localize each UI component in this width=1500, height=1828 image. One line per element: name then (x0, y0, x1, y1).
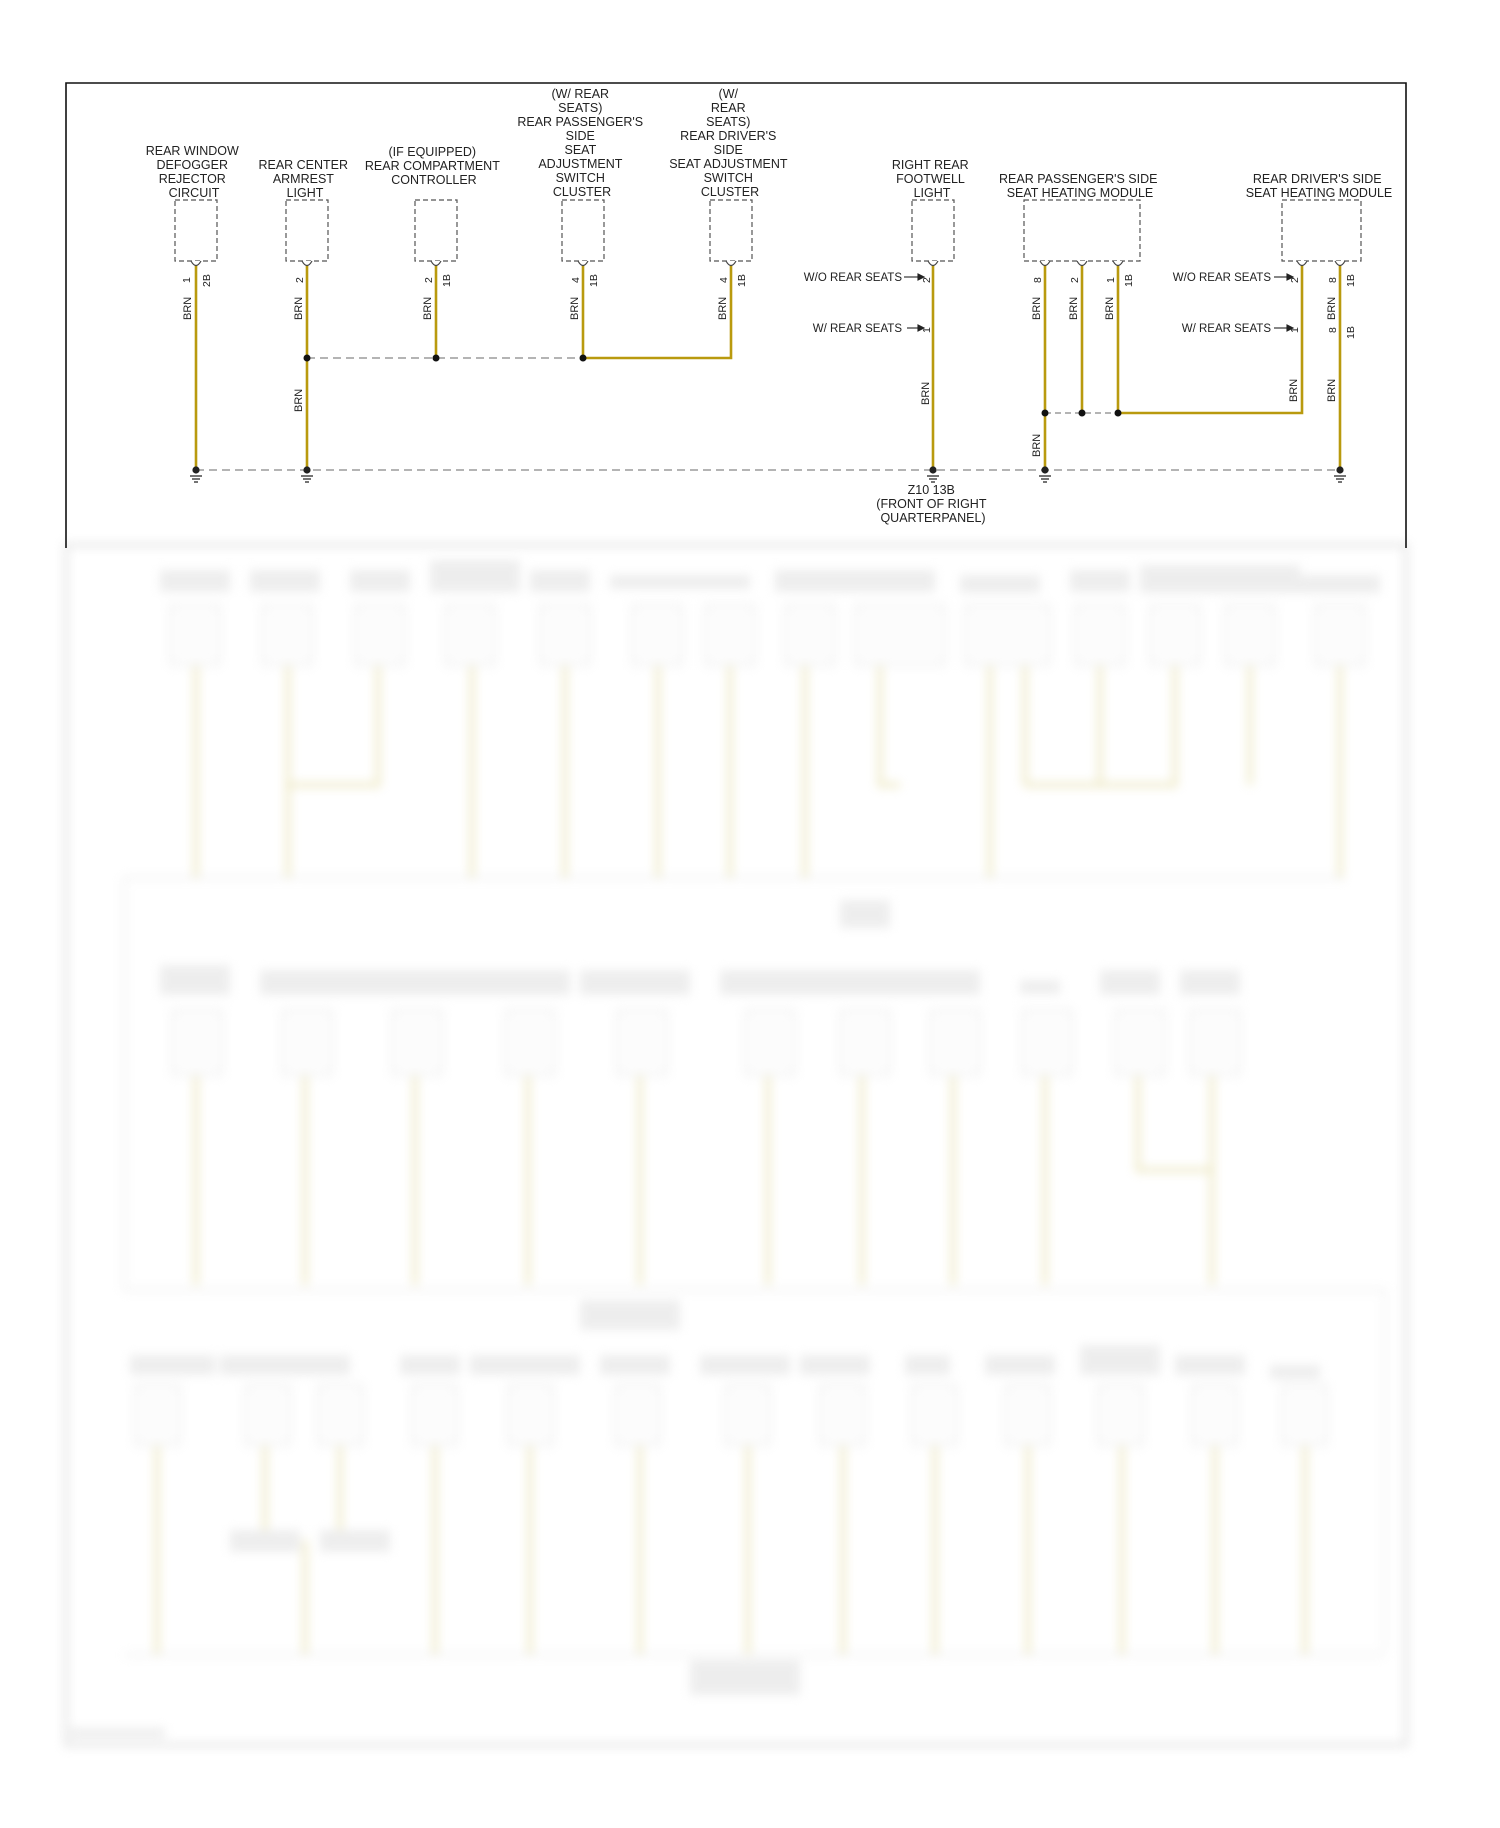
splice-dot (304, 355, 311, 362)
wire-color-label: BRN (1031, 433, 1043, 457)
splice-dot (1079, 410, 1086, 417)
defogger-connector (175, 200, 217, 261)
pin-number: 8 (1032, 277, 1044, 283)
pin-number: 4 (718, 277, 730, 283)
pin-number: 1B (441, 274, 453, 287)
pin-number: 2 (423, 277, 435, 283)
pin-number: 2 (294, 277, 306, 283)
label-armrest-light: REAR CENTER ARMREST LIGHT (258, 158, 349, 200)
label-drv-heating-module: REAR DRIVER'S SIDE SEAT HEATING MODULE (1245, 172, 1393, 200)
armrest-light-connector (286, 200, 328, 261)
wire-color-label: BRN (422, 296, 434, 320)
wire-color-label: BRN (182, 296, 194, 320)
wire-color-label: BRN (1326, 378, 1338, 402)
pin-number: 1B (1345, 274, 1357, 287)
wire-color-label: BRN (1068, 296, 1080, 320)
wire-color-label: BRN (1031, 296, 1043, 320)
pin-number: 2 (1289, 277, 1301, 283)
pin-number: 4 (570, 277, 582, 283)
faded-lower-diagram (66, 545, 1406, 1745)
ground-symbol (301, 467, 313, 482)
wire-color-label: BRN (1288, 378, 1300, 402)
note-wo-rear-seats: W/O REAR SEATS (1172, 272, 1271, 284)
pin-number: 2 (921, 277, 933, 283)
splice-dot (580, 355, 587, 362)
footwell-light-connector (912, 200, 954, 261)
pin-number: 1 (1289, 327, 1301, 333)
label-footwell-light: RIGHT REAR FOOTWELL LIGHT (891, 158, 969, 200)
label-defogger: REAR WINDOW DEFOGGER REJECTOR CIRCUIT (145, 144, 239, 200)
pin-number: 2B (201, 274, 213, 287)
ground-symbol (1334, 467, 1346, 482)
wire-color-label: BRN (293, 296, 305, 320)
label-pass-heating-module: REAR PASSENGER'S SIDE SEAT HEATING MODULE (999, 172, 1158, 200)
ground-symbol (1039, 467, 1051, 482)
drv-seat-switch-connector (710, 200, 752, 261)
label-drv-seat-switch: (W/ REAR SEATS) REAR DRIVER'S SIDE SEAT ADJUSTMENT SWITCH CLUSTER (669, 87, 788, 199)
label-pass-seat-switch: (W/ REAR SEATS) REAR PASSENGER'S SIDE SEAT ADJUSTMENT SWITCH CLUSTER (517, 87, 644, 199)
note-wo-rear-seats: W/O REAR SEATS (803, 272, 902, 284)
pin-number: 1B (1345, 326, 1357, 339)
splice-dot (433, 355, 440, 362)
controller-connector (415, 200, 457, 261)
pin-number: 8 (1327, 277, 1339, 283)
note-w-rear-seats: W/ REAR SEATS (1181, 323, 1271, 335)
label-controller: (IF EQUIPPED) REAR COMPARTMENT CONTROLLER (364, 145, 500, 187)
note-w-rear-seats: W/ REAR SEATS (812, 323, 902, 335)
wire-pass-heat-1 (1118, 265, 1302, 413)
wire-drv-seat-switch (583, 265, 731, 358)
ground-symbol (927, 467, 939, 482)
pin-number: 1 (181, 277, 193, 283)
pass-heating-module-connector (1024, 200, 1140, 261)
pass-seat-switch-connector (562, 200, 604, 261)
pin-number: 1 (1105, 277, 1117, 283)
wire-color-label: BRN (1104, 296, 1116, 320)
splice-dot (1115, 410, 1122, 417)
pin-number: 8 (1327, 327, 1339, 333)
pin-number: 1B (588, 274, 600, 287)
splice-dot (1042, 410, 1049, 417)
wire-color-label: BRN (569, 296, 581, 320)
wire-color-label: BRN (293, 388, 305, 412)
pin-number: 1 (921, 327, 933, 333)
ground-symbol (190, 467, 202, 482)
pin-number: 1B (736, 274, 748, 287)
drv-heating-module-connector (1282, 200, 1361, 261)
wire-color-label: BRN (920, 381, 932, 405)
ground-location-label: Z10 13B (FRONT OF RIGHT QUARTERPANEL) (876, 483, 987, 525)
pin-number: 1B (1123, 274, 1135, 287)
pin-number: 2 (1069, 277, 1081, 283)
wire-color-label: BRN (1326, 296, 1338, 320)
wire-color-label: BRN (717, 296, 729, 320)
